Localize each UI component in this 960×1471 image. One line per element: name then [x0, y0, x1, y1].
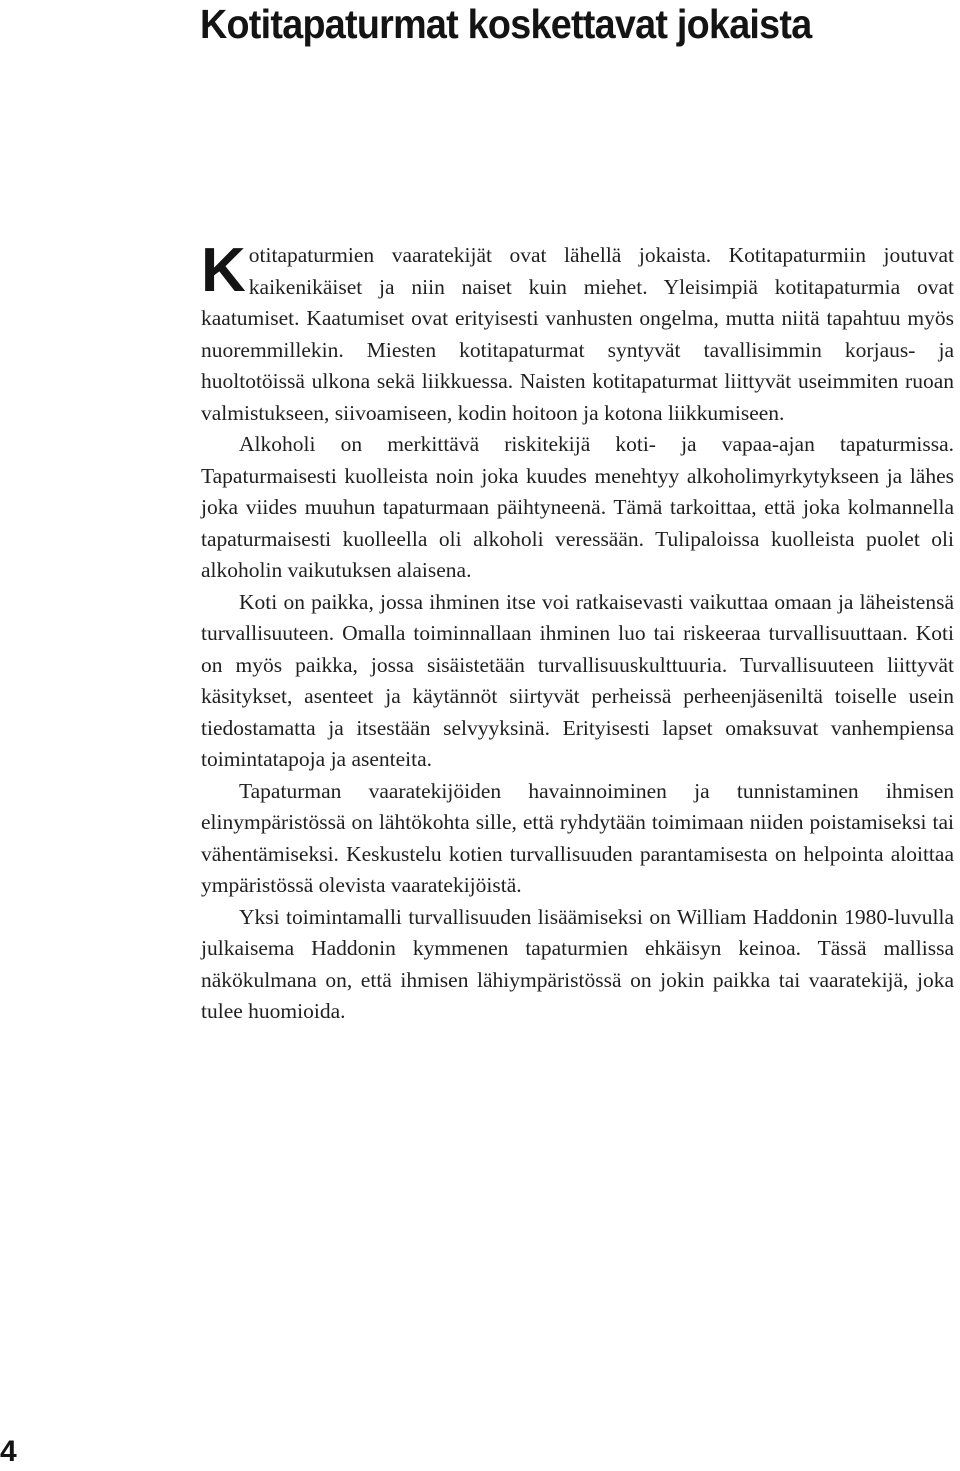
paragraph-1-text: otitapaturmien vaaratekijät ovat lähellä jokaista. Kotitapaturmiin joutuvat kaikenikäiset ja niin naiset kuin miehet. Yleisimpiä kotitapaturmia ovat kaatumiset. Kaatumiset ovat erityisesti vanhusten ongelma, mutta niitä tapahtuu myös nuoremmillekin. Miesten kotitapaturmat syntyvät tavallisimmin korjaus- ja huoltotöissä ulkona sekä liikkuessa. Naisten kotitapaturmat liittyvät useimmiten ruoan valmistukseen, siivoamiseen, kodin hoitoon ja kotona liikkumiseen.: [201, 243, 954, 425]
paragraph-5: Yksi toimintamalli turvallisuuden lisäämiseksi on William Haddonin 1980-luvulla julkaisema Haddonin kymmenen tapaturmien ehkäisyn keinoa. Tässä mallissa näkökulmana on, että ihmisen lähiympäristössä on jokin paikka tai vaaratekijä, joka tulee huomioida.: [201, 904, 954, 1023]
page-number: 4: [0, 1435, 17, 1468]
paragraph-3: Koti on paikka, jossa ihminen itse voi ratkaisevasti vaikuttaa omaan ja läheistensä turvallisuuteen. Omalla toiminnallaan ihminen luo tai riskeeraa turvallisuuttaan. Koti on myös paikka, jossa sisäistetään turvallisuuskulttuuria. Turvallisuuteen liittyvät käsitykset, asenteet ja käytännöt siirtyvät perheissä perheenjäseniltä toiselle usein tiedostamatta ja itsestään selvyyksinä. Erityisesti lapset omaksuvat vanhempiensa toimintatapoja ja asenteita.: [201, 589, 954, 771]
drop-cap: K: [201, 236, 246, 305]
paragraph-2: Alkoholi on merkittävä riskitekijä koti- ja vapaa-ajan tapaturmissa. Tapaturmaisesti kuolleista noin joka kuudes menehtyy alkoholimyrkytykseen ja lähes joka viides muuhun tapaturmaan päihtyneenä. Tämä tarkoittaa, että joka kolmannella tapaturmaisesti kuolleella oli alkoholi veressään. Tulipaloissa kuolleista puolet oli alkoholin vaikutuksen alaisena.: [201, 432, 954, 582]
paragraph-1: [201, 236, 954, 429]
page-title: Kotitapaturmat koskettavat jokaista: [200, 1, 812, 47]
article-body: [201, 236, 954, 1028]
paragraph-4: Tapaturman vaaratekijöiden havainnoiminen ja tunnistaminen ihmisen elinympäristössä on lähtökohta sille, että ryhdytään toimimaan niiden poistamiseksi tai vähentämiseksi. Keskustelu kotien turvallisuuden parantamisesta on helpointa aloittaa ympäristössä olevista vaaratekijöistä.: [201, 778, 954, 897]
